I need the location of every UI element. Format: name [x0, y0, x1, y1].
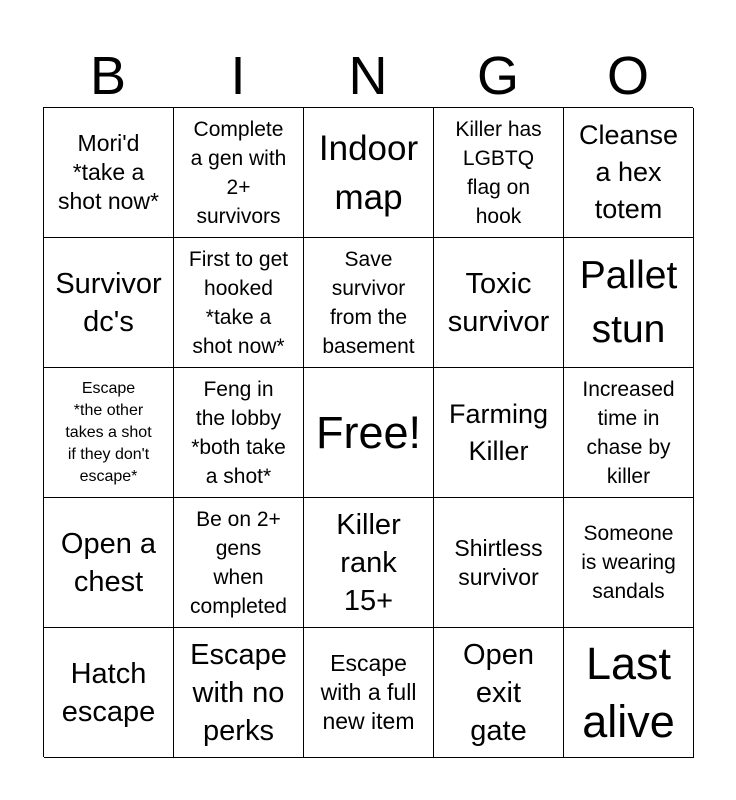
cell-text: Increased time in chase by killer: [582, 377, 675, 488]
cell-text: Hatch escape: [61, 657, 156, 728]
cell-text: Survivor dc's: [55, 267, 162, 338]
bingo-cell-r1c4[interactable]: [434, 108, 564, 238]
cell-text: Escape *the other takes a shot if they don't escape*: [65, 379, 152, 485]
cell-text: Escape with a full new item: [320, 650, 417, 734]
bingo-cell-r5c4[interactable]: [434, 628, 564, 758]
bingo-cell-r1c1[interactable]: [44, 108, 174, 238]
bingo-cell-free[interactable]: [304, 368, 434, 498]
bingo-cell-r5c1[interactable]: [44, 628, 174, 758]
cell-text: Toxic survivor: [447, 267, 550, 338]
header-letter-g: G: [476, 46, 519, 106]
cell-text: Escape with no perks: [190, 638, 287, 747]
bingo-cell-r2c2[interactable]: [174, 238, 304, 368]
bingo-cell-r5c5[interactable]: [564, 628, 694, 758]
bingo-cell-r3c5[interactable]: [564, 368, 694, 498]
bingo-header: [43, 44, 693, 108]
bingo-cell-r5c2[interactable]: [174, 628, 304, 758]
bingo-cell-r1c3[interactable]: [304, 108, 434, 238]
bingo-cell-r2c4[interactable]: [434, 238, 564, 368]
cell-text: Complete a gen with 2+ survivors: [190, 117, 287, 228]
bingo-card: [43, 107, 693, 757]
bingo-cell-r4c1[interactable]: [44, 498, 174, 628]
cell-text: Killer rank 15+: [336, 508, 401, 617]
bingo-cell-r1c2[interactable]: [174, 108, 304, 238]
bingo-cell-r4c2[interactable]: [174, 498, 304, 628]
bingo-cell-r2c1[interactable]: [44, 238, 174, 368]
bingo-cell-r3c2[interactable]: [174, 368, 304, 498]
cell-text: Be on 2+ gens when completed: [190, 507, 287, 618]
bingo-cell-r5c3[interactable]: [304, 628, 434, 758]
bingo-cell-r4c5[interactable]: [564, 498, 694, 628]
cell-text: Farming Killer: [448, 398, 549, 466]
cell-text: Someone is wearing sandals: [581, 522, 676, 603]
cell-text: Free!: [315, 406, 422, 458]
cell-text: Killer has LGBTQ flag on hook: [455, 117, 542, 228]
cell-text: Last alive: [582, 637, 675, 747]
cell-text: Indoor map: [318, 128, 419, 217]
bingo-cell-r2c3[interactable]: [304, 238, 434, 368]
cell-text: Open exit gate: [463, 638, 534, 747]
cell-text: Save survivor from the basement: [322, 247, 415, 358]
header-letter-b: B: [89, 46, 127, 106]
bingo-cell-r1c5[interactable]: [564, 108, 694, 238]
bingo-cell-r3c4[interactable]: [434, 368, 564, 498]
header-letter-n: N: [348, 46, 388, 106]
cell-text: First to get hooked *take a shot now*: [188, 247, 289, 358]
cell-text: Feng in the lobby *both take a shot*: [191, 377, 286, 488]
cell-text: Pallet stun: [579, 253, 678, 351]
bingo-cell-r2c5[interactable]: [564, 238, 694, 368]
header-letter-i: I: [230, 46, 246, 106]
header-letter-o: O: [606, 46, 649, 106]
cell-text: Cleanse a hex totem: [578, 120, 679, 224]
cell-text: Mori'd *take a shot now*: [57, 130, 159, 214]
bingo-cell-r3c1[interactable]: [44, 368, 174, 498]
bingo-cell-r4c4[interactable]: [434, 498, 564, 628]
cell-text: Shirtless survivor: [454, 534, 543, 590]
bingo-cell-r4c3[interactable]: [304, 498, 434, 628]
cell-text: Open a chest: [60, 527, 157, 598]
